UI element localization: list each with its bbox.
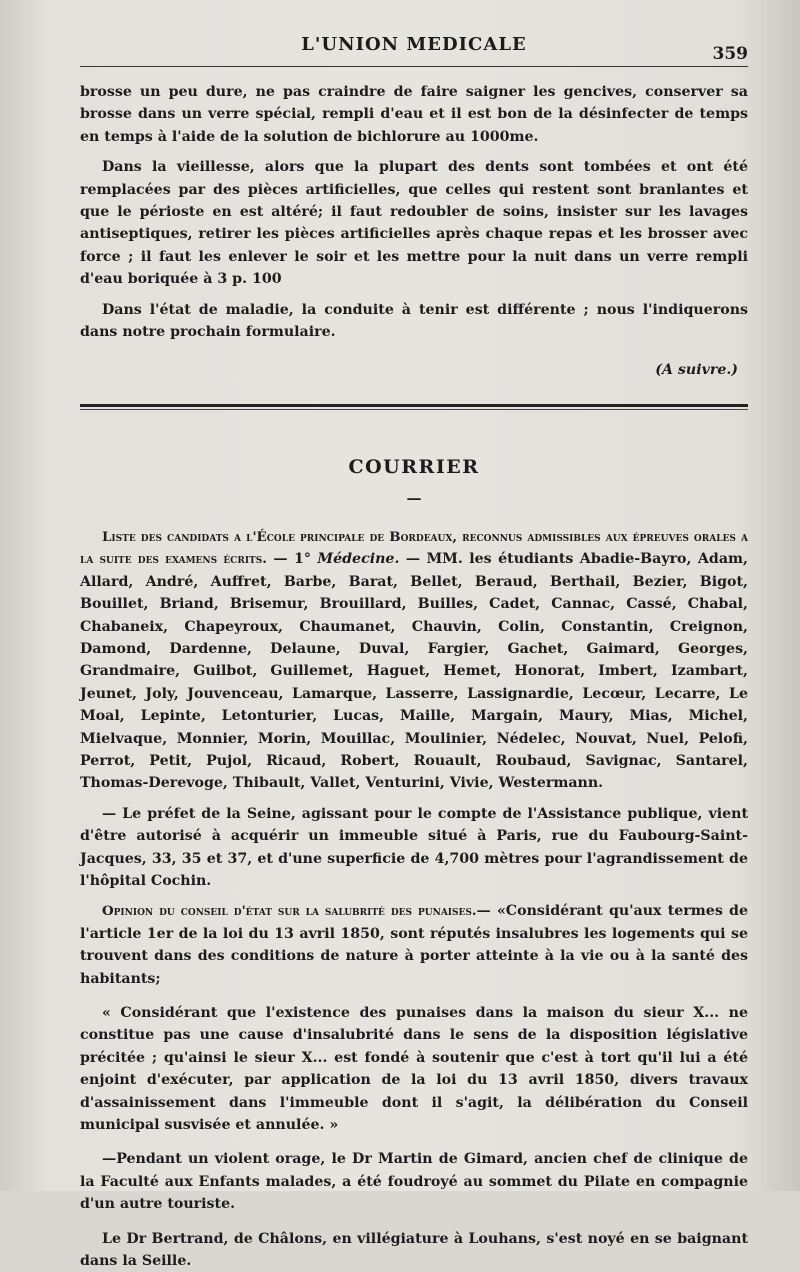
courrier-item-storm: —Pendant un violent orage, le Dr Martin de Gimard, ancien chef de clinique de la Faculté aux Enfants malades, a été foudroyé au sommet du Pilate en compagnie d'un autre touriste. bbox=[80, 1151, 748, 1213]
courrier-item-prefect: — Le préfet de la Seine, agissant pour le compte de l'Assistance publique, vient d'être autorisé à acquérir un immeuble situé à Paris, rue du Faubourg-Saint-Jacques, 33, 35 et 37, et d'une superficie de 4,700 mètres pour l'agrandissement de l'hôpital Cochin. bbox=[80, 805, 748, 889]
candidates-sep: — 1° bbox=[266, 551, 318, 568]
to-be-continued: (A suivre.) bbox=[655, 362, 738, 379]
article-paragraph-2: Dans la vieillesse, alors que la plupart des dents sont tombées et ont été remplacées par des pièces artificielles, que celles qui restent sont branlantes et que le périoste en est altéré; il faut redoubler de soins, insister sur les lavages antiseptiques, retirer les pièces artificielles après chaque repas et les brosser avec force ; il faut les enlever le soir et les mettre pour la nuit dans un verre rempli d'eau boriquée à 3 p. 100 bbox=[80, 159, 748, 288]
page-number: 359 bbox=[712, 44, 748, 64]
courrier-item-council-opinion bbox=[80, 900, 748, 990]
courrier-item-candidates bbox=[80, 526, 748, 795]
council-opinion-body: — «Considérant qu'aux termes de l'article 1er de la loi du 13 avril 1850, sont réputés insalubres les logements qui se trouvent dans des conditions de nature à porter atteinte à la vie ou à la santé des habitants; bbox=[80, 903, 748, 987]
courrier-item-considering: « Considérant que l'existence des punaises dans la maison du sieur X... ne constitue pas une cause d'insalubrité dans le sens de la disposition législative précitée ; qu'ainsi le sieur X... est fondé à soutenir que c'est à tort qu'il lui a été enjoint d'exécuter, par application de la loi du 13 avril 1850, divers travaux d'assainissement dans l'immeuble dont il s'agit, la délibération du Conseil municipal susvisée et annulée. » bbox=[80, 1005, 748, 1134]
candidates-subheading: Médecine. bbox=[317, 551, 400, 568]
page-header bbox=[80, 28, 748, 62]
courrier-item-drowning: Le Dr Bertrand, de Châlons, en villégiature à Louhans, s'est noyé en se baignant dans la Seille. bbox=[80, 1230, 748, 1270]
title-dash: — bbox=[406, 488, 422, 507]
article-paragraph-3: Dans l'état de maladie, la conduite à tenir est différente ; nous l'indiquerons dans notre prochain formulaire. bbox=[80, 301, 748, 341]
section-divider bbox=[80, 404, 748, 410]
candidates-list: — MM. les étudiants Abadie-Bayro, Adam, Allard, André, Auffret, Barbe, Barat, Bellet, Beraud, Berthail, Bezier, Bigot, Bouillet, Briand, Brisemur, Brouillard, Builles, Cadet, Cannac, Cassé, Chabal, Chabaneix, Chapeyroux, Chaumanet, Chauvin, Colin, Constantin, Creignon, Damond, Dardenne, Delaune, Duval, Fargier, Gachet, Gaimard, Georges, Grandmaire, Guilbot, Guillemet, Haguet, Hemet, Honorat, Imbert, Izambart, Jeunet, Joly, Jouvenceau, Lamarque, Lasserre, Lassignardie, Lecœur, Lecarre, Le Moal, Lepinte, Letonturier, Lucas, Maille, Margain, Maury, Mias, Michel, Mielvaque, Monnier, Morin, Mouillac, Moulinier, Nédelec, Nouvat, Nuel, Pelofi, Perrot, Petit, Pujol, Ricaud, Robert, Rouault, Roubaud, Savignac, Santarel, Thomas-Derevoge, Thibault, Vallet, Venturini, Vivie, Westermann. bbox=[80, 551, 748, 792]
article-paragraph-1: brosse un peu dure, ne pas craindre de faire saigner les gencives, conserver sa brosse dans un verre spécial, rempli d'eau et il est bon de la désinfecter de temps en temps à l'aide de la solution de bichlorure au 1000me. bbox=[80, 84, 748, 145]
candidates-heading: Liste des candidats a l'École principale de Bordeaux, reconnus admissibles aux épreuves orales a la suite des examens écrits. bbox=[80, 528, 748, 568]
council-opinion-heading: Opinion du conseil d'état sur la salubrité des punaises. bbox=[102, 903, 477, 920]
section-title: COURRIER bbox=[348, 455, 480, 478]
header-rule bbox=[80, 66, 748, 67]
running-title: L'UNION MEDICALE bbox=[301, 34, 527, 55]
